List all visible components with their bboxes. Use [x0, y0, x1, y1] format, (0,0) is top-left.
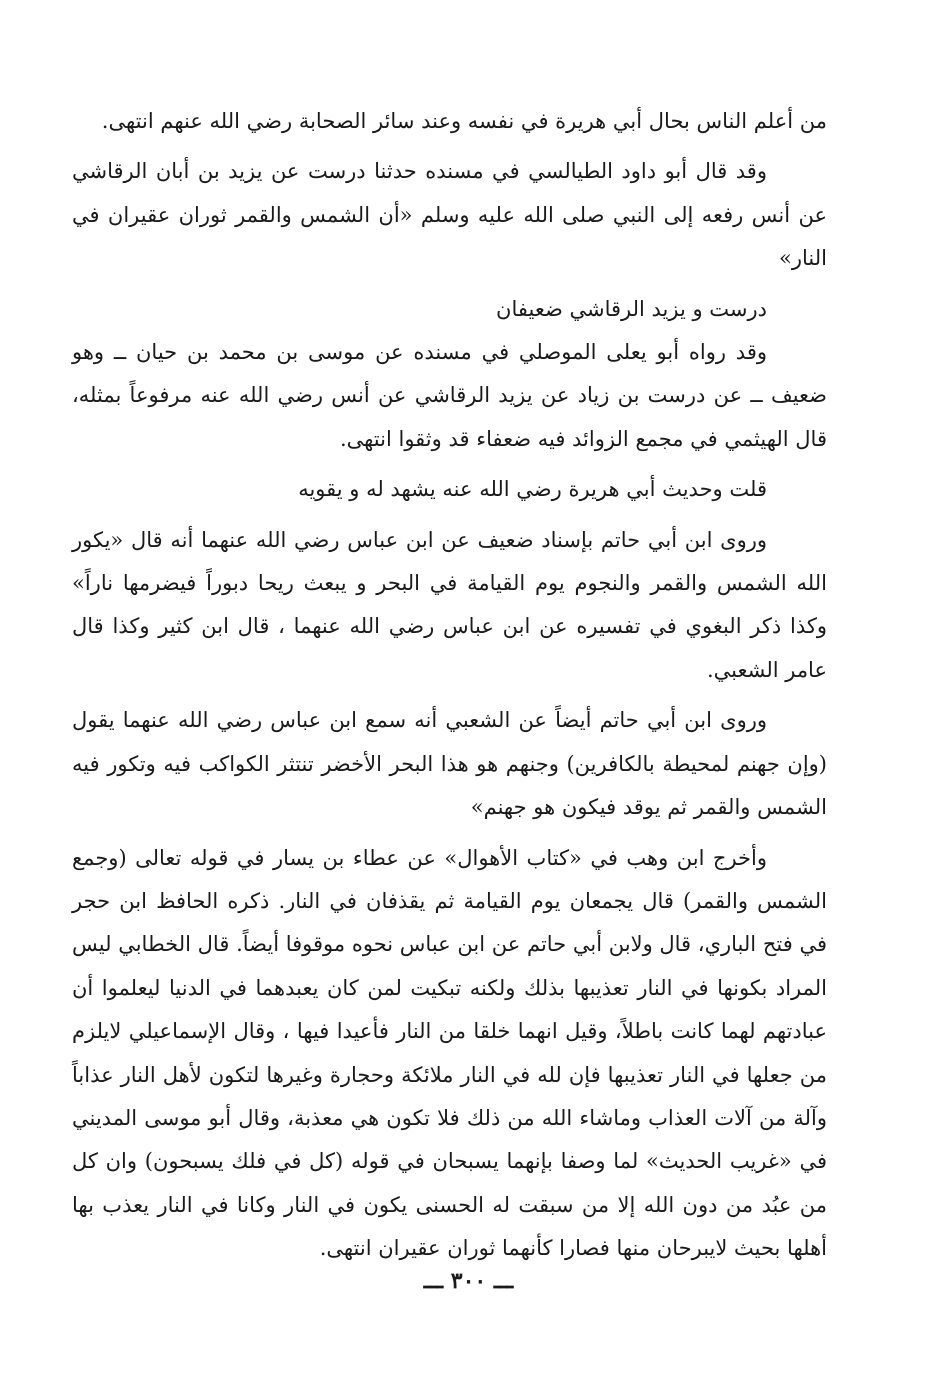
paragraph-6: وروى ابن أبي حاتم بإسناد ضعيف عن ابن عباس رضي الله عنهما أنه قال «يكور الله الشمس والقمر والنجوم يوم القيامة في البحر و يبعث ريحا دبوراً فيضرمها ناراً» وكذا ذكر البغوي في تفسيره عن ابن عباس رضي الله عنهما ، قال ابن كثير وكذا قال عامر الشعبي.	[72, 527, 827, 682]
paragraph-2: وقد قال أبو داود الطيالسي في مسنده حدثنا درست عن يزيد بن أبان الرقاشي عن أنس رفعه إلى النبي صلى الله عليه وسلم «أن الشمس والقمر ثوران عقيران في النار»	[72, 159, 827, 271]
paragraph-8: وأخرج ابن وهب في «كتاب الأهوال» عن عطاء بن يسار في قوله تعالى (وجمع الشمس والقمر) قال يجمعان يوم القيامة ثم يقذفان في النار. ذكره الحافظ ابن حجر في فتح الباري، قال ولابن أبي حاتم عن ابن عباس نحوه موقوفا أيضاً. قال الخطابي ليس المراد بكونها في النار تعذيبها بذلك ولكنه تبكيت لمن كان يعبدهما في الدنيا ليعلموا أن عبادتهم لهما كانت باطلاً، وقيل انهما خلقا من النار فأعيدا فيها ، وقال الإسماعيلي لايلزم من جعلها في النار تعذيبها فإن لله في النار ملائكة وحجارة وغيرها لتكون لأهل النار عذاباً وآلة من آلات العذاب وماشاء الله من ذلك فلا تكون هي معذبة، وقال أبو موسى المديني في «غريب الحديث» لما وصفا بإنهما يسبحان في قوله (كل في فلك يسبحون) وان كل من عبُد من دون الله إلا من سبقت له الحسنى يكون في النار وكانا في النار يعذب بها أهلها بحيث لايبرحان منها فصارا كأنهما ثوران عقيران انتهى.	[72, 845, 827, 1261]
page-number: ـــ ٣٠٠ ـــ	[423, 1268, 514, 1294]
paragraph-5: قلت وحديث أبي هريرة رضي الله عنه يشهد له و يقويه	[298, 477, 767, 502]
body-text	[72, 100, 827, 1271]
paragraph-1: من أعلم الناس بحال أبي هريرة في نفسه وعند سائر الصحابة رضي الله عنهم انتهى.	[101, 109, 827, 133]
paragraph-4: وقد رواه أبو يعلى الموصلي في مسنده عن موسى بن محمد بن حيان ــ وهو ضعيف ــ عن درست بن زياد عن يزيد الرقاشي عن أنس رضي الله عنه مرفوعاً بمثله، قال الهيثمي في مجمع الزوائد فيه ضعفاء قد وثقوا انتهى.	[72, 340, 827, 451]
paragraph-7: وروى ابن أبي حاتم أيضاً عن الشعبي أنه سمع ابن عباس رضي الله عنهما يقول (وإن جهنم لمحيطة بالكافرين) وجنهم هو هذا البحر الأخضر تنتثر الكواكب فيه وتكور فيه الشمس والقمر ثم يوقد فيكون هو جهنم»	[72, 708, 827, 820]
paragraph-3: درست و يزيد الرقاشي ضعيفان	[496, 296, 767, 321]
